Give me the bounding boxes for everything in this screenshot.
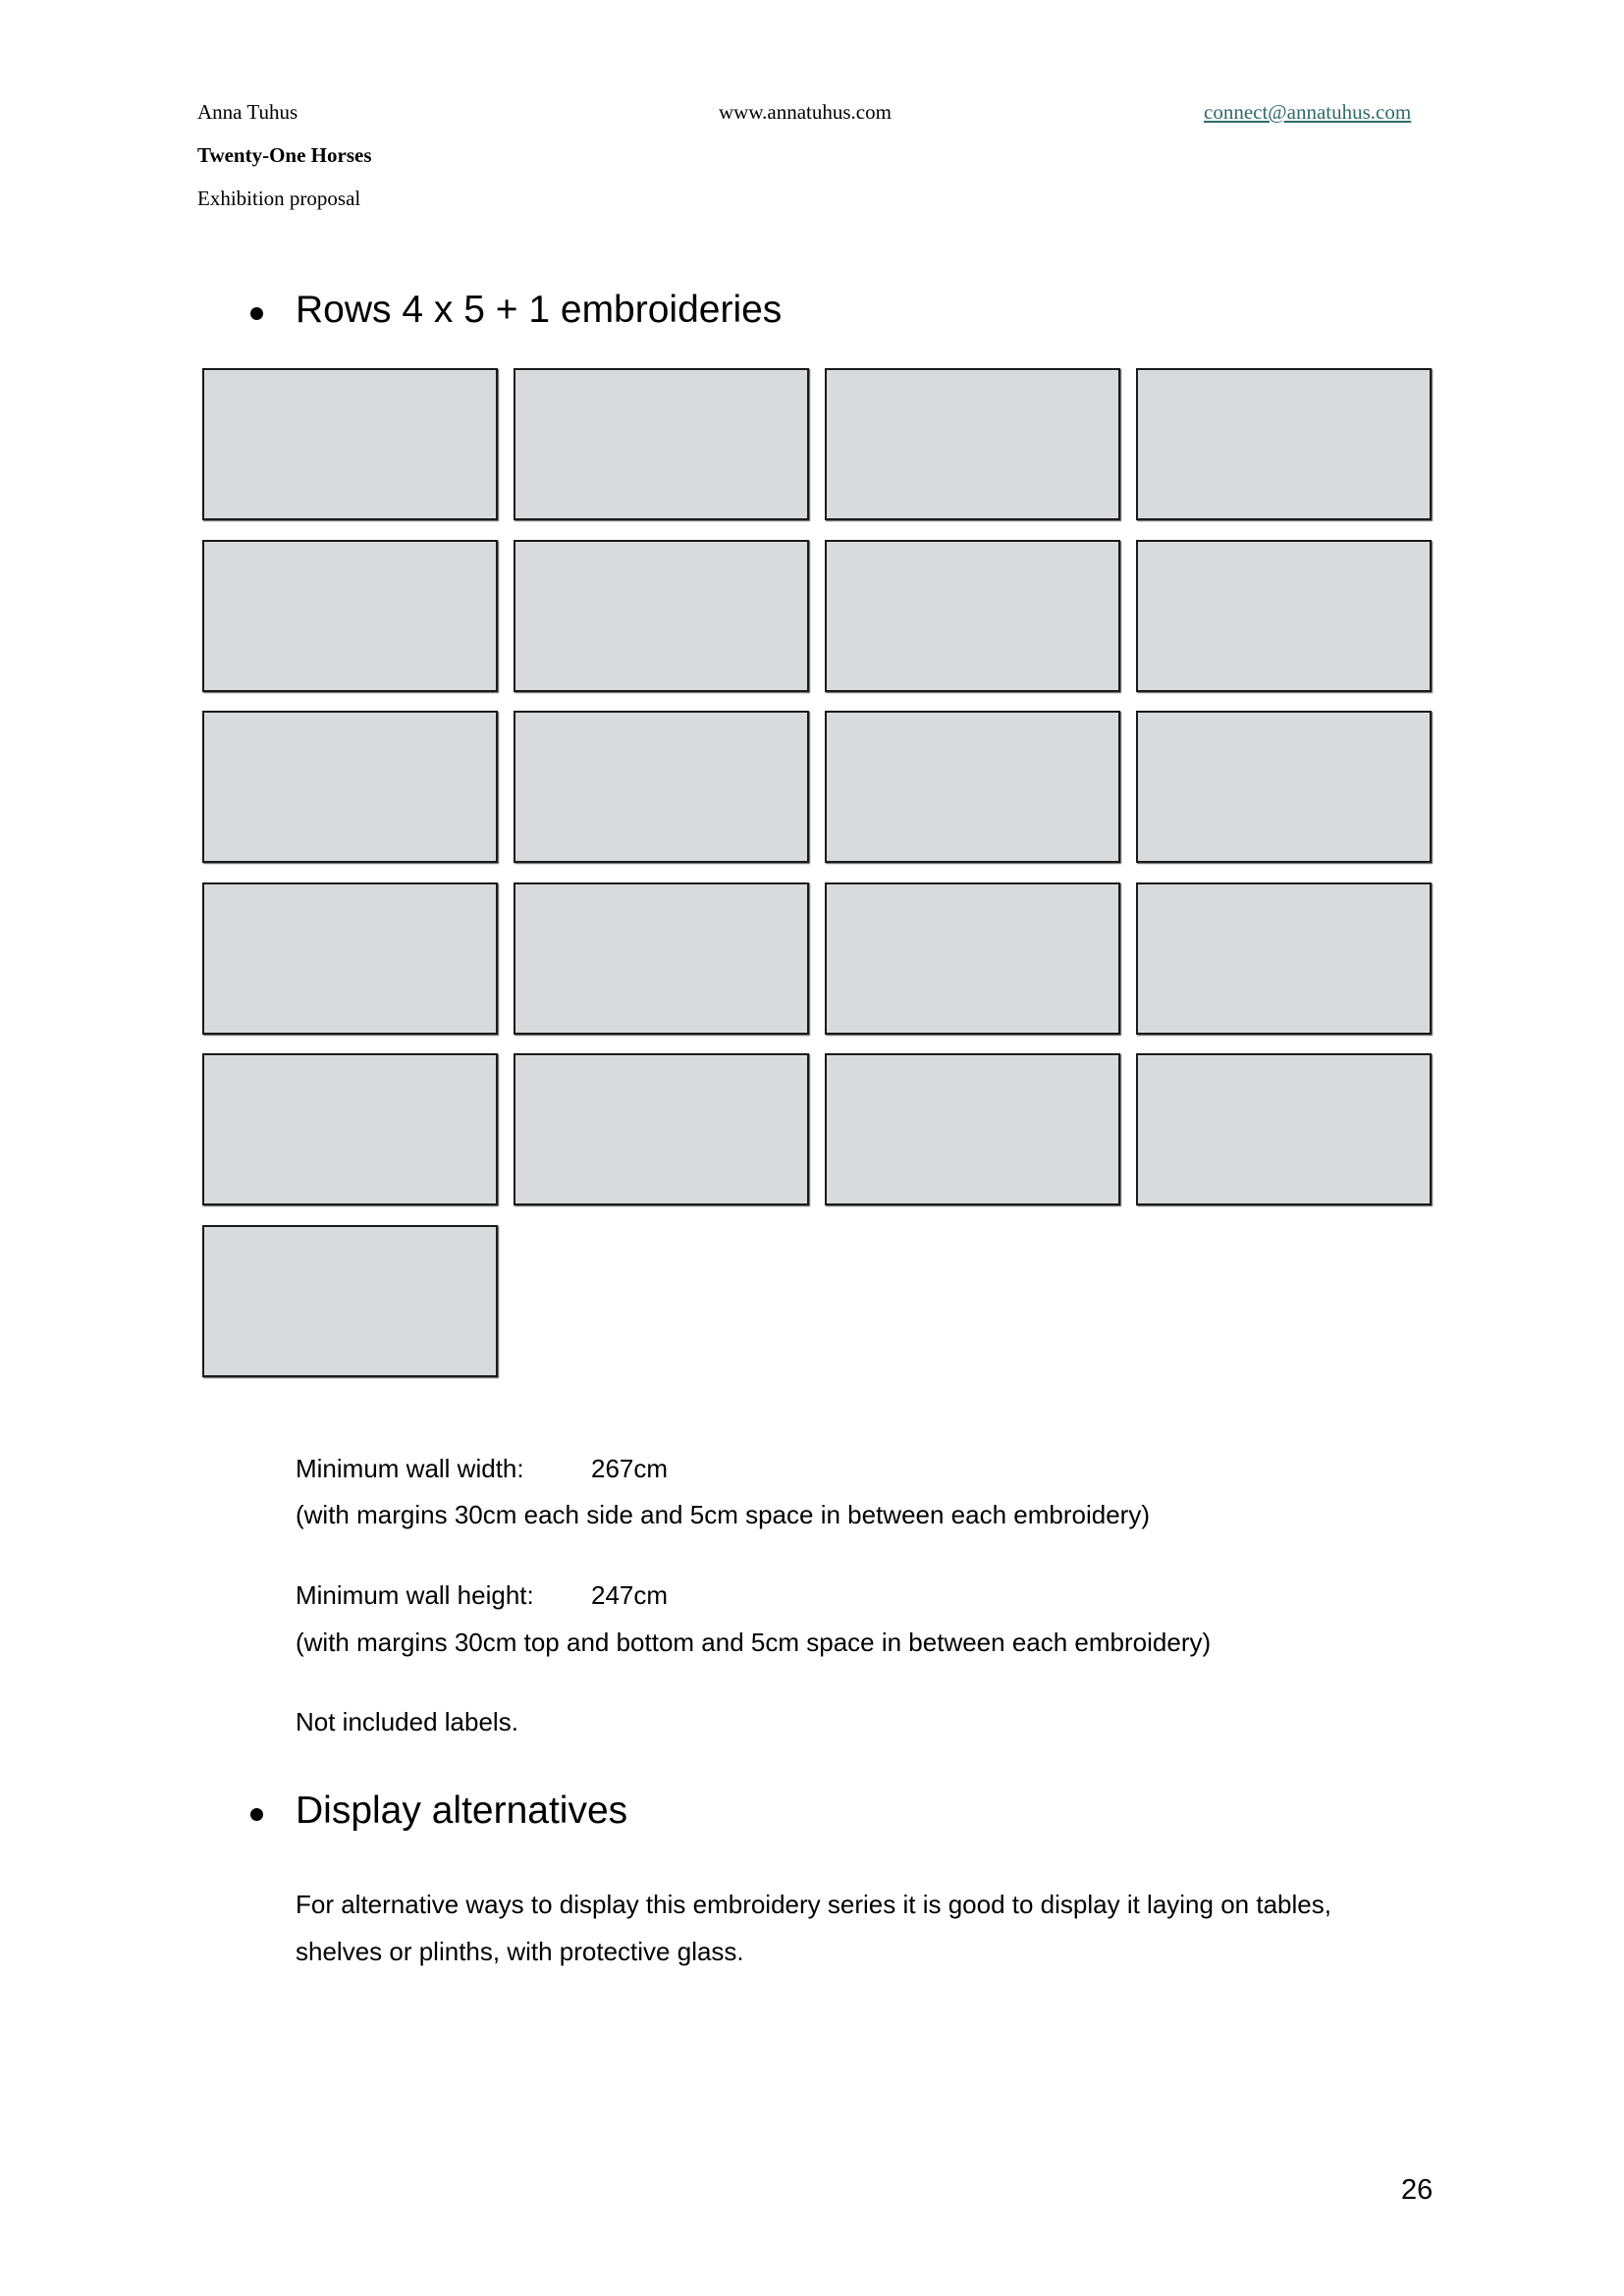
embroidery-placeholder bbox=[514, 1053, 809, 1205]
section-heading-display: Display alternatives bbox=[296, 1789, 628, 1832]
header-author: Anna Tuhus bbox=[197, 100, 298, 124]
min-height-value: 247cm bbox=[591, 1580, 669, 1610]
embroidery-placeholder bbox=[1136, 1053, 1432, 1205]
embroidery-placeholder bbox=[1136, 368, 1432, 520]
section-heading-rows: Rows 4 x 5 + 1 embroideries bbox=[296, 289, 783, 331]
embroidery-placeholder bbox=[1136, 540, 1432, 692]
document-title: Twenty-One Horses bbox=[197, 143, 372, 167]
embroidery-placeholder bbox=[202, 1053, 498, 1205]
embroidery-placeholder bbox=[825, 1053, 1120, 1205]
embroidery-placeholder bbox=[825, 368, 1120, 520]
page-number: 26 bbox=[1401, 2174, 1434, 2206]
min-width-note: (with margins 30cm each side and 5cm space in between each embroidery) bbox=[296, 1500, 1150, 1529]
bullet-icon bbox=[250, 307, 263, 320]
embroidery-placeholder bbox=[825, 540, 1120, 692]
display-text-line-2: shelves or plinths, with protective glass. bbox=[296, 1937, 744, 1966]
embroidery-placeholder bbox=[514, 368, 809, 520]
header-website[interactable]: www.annatuhus.com bbox=[719, 100, 892, 124]
embroidery-placeholder bbox=[514, 882, 809, 1035]
embroidery-placeholder bbox=[514, 540, 809, 692]
embroidery-placeholder bbox=[514, 711, 809, 863]
embroidery-placeholder bbox=[202, 882, 498, 1035]
embroidery-placeholder bbox=[202, 711, 498, 863]
min-height-note: (with margins 30cm top and bottom and 5cm space in between each embroidery) bbox=[296, 1628, 1212, 1657]
embroidery-placeholder bbox=[825, 882, 1120, 1035]
embroidery-placeholder bbox=[1136, 882, 1432, 1035]
embroidery-placeholder bbox=[202, 368, 498, 520]
labels-note: Not included labels. bbox=[296, 1707, 518, 1736]
embroidery-placeholder bbox=[1136, 711, 1432, 863]
min-height-label: Minimum wall height: bbox=[296, 1580, 534, 1610]
display-text-line-1: For alternative ways to display this embroidery series it is good to display it laying on tables, bbox=[296, 1890, 1331, 1919]
embroidery-placeholder bbox=[202, 1225, 498, 1377]
min-width-label: Minimum wall width: bbox=[296, 1454, 524, 1483]
header-email-link[interactable]: connect@annatuhus.com bbox=[1204, 100, 1412, 124]
min-width-value: 267cm bbox=[591, 1454, 669, 1483]
document-subtitle: Exhibition proposal bbox=[197, 187, 361, 210]
embroidery-placeholder bbox=[825, 711, 1120, 863]
bullet-icon bbox=[250, 1808, 263, 1821]
embroidery-placeholder bbox=[202, 540, 498, 692]
